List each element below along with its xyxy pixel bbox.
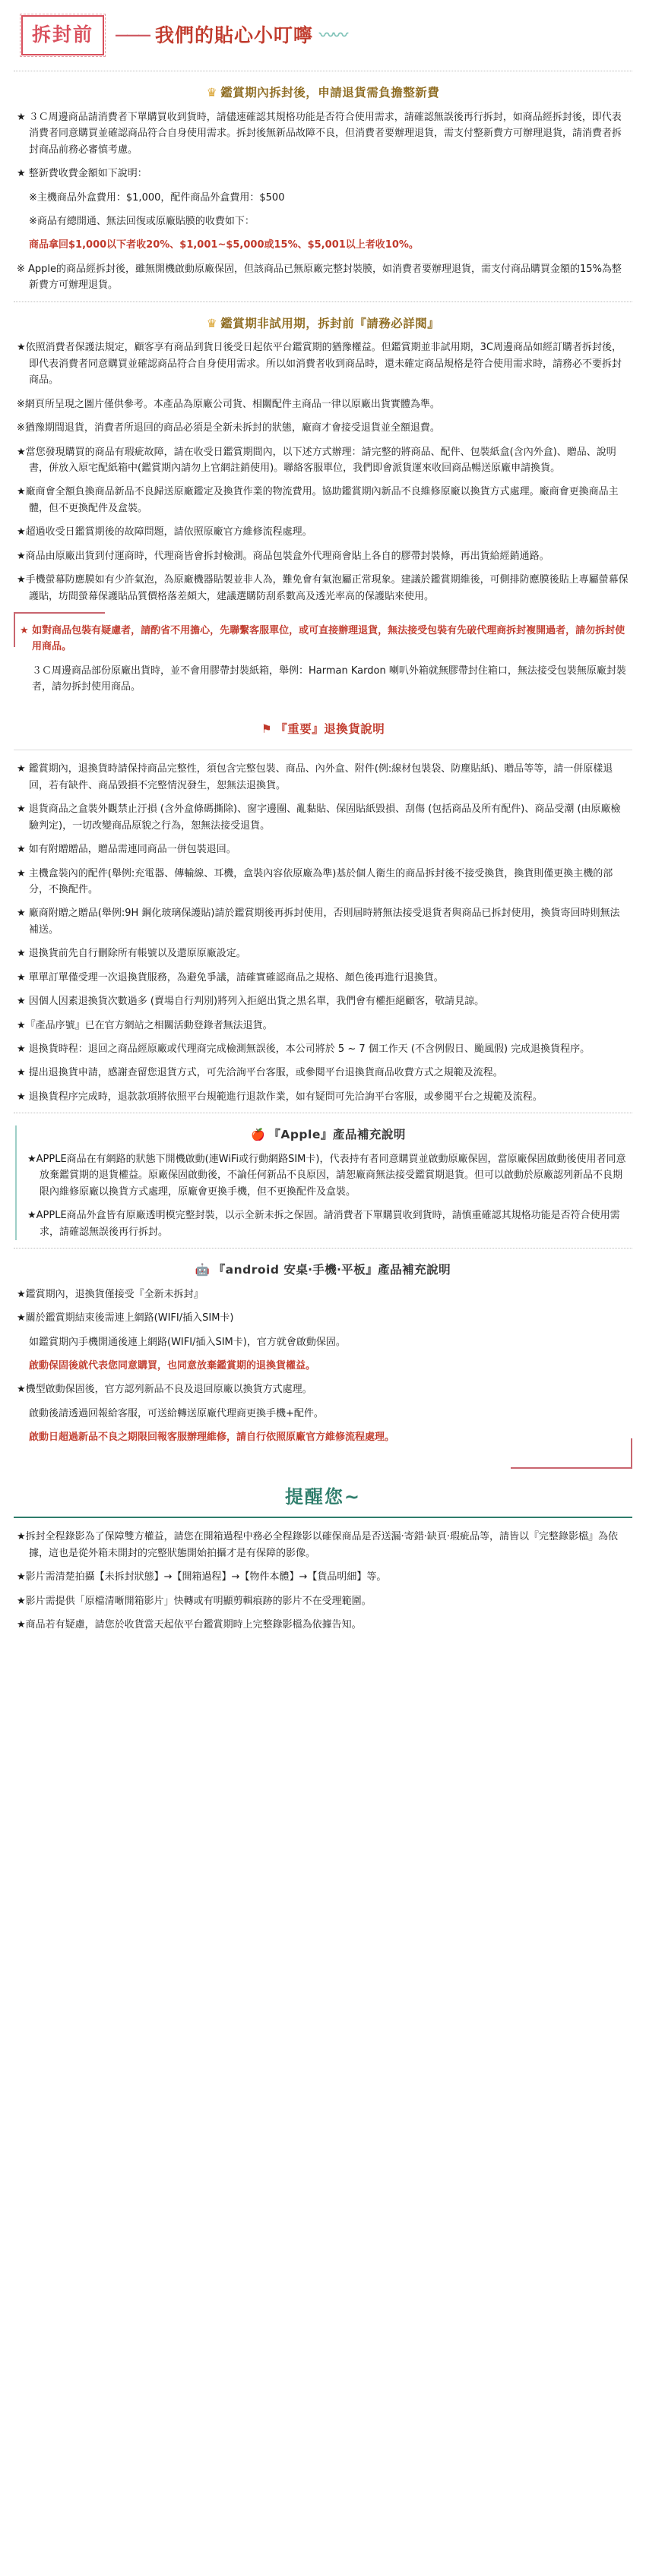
crown-icon: ♛	[206, 316, 218, 330]
paragraph: ※主機商品外盒費用：$1,000，配件商品外盒費用：$500	[29, 191, 285, 204]
paragraph: ★ 退換貨時程：退回之商品經原廠或代理商完成檢測無誤後，本公司將於 5 ~ 7 個工作天 (不含例假日、颱風假) 完成退換貨程序。	[17, 1043, 591, 1055]
footer-title: 提醒您~	[284, 1485, 362, 1507]
paragraph: ★依照消費者保護法規定，顧客享有商品到貨日後受日起依平台鑑賞期的猶豫權益。但鑑賞期並非試用期，3C周邊商品如經訂購者拆封後，即代表消費者同意購買並確認商品符合自身使用需求。所以如消費者收到商品時，還未確定商品規格是符合使用需求時，請務必不要拆封商品。	[17, 342, 622, 387]
paragraph: 如鑑賞期內手機開通後連上網路(WIFI/插入SIM卡)，官方就會啟動保固。	[29, 1336, 346, 1348]
paragraph: ★ 如有附贈贈品，贈品需連同商品一併包裝退回。	[17, 844, 236, 856]
paragraph: ★APPLE商品外盒皆有原廠透明模完整封裝，以示全新未拆之保固。請消費者下單購買收到貨時，請慎重確認其規格功能是否符合使用需求，請確認無誤後再行拆封。	[27, 1210, 620, 1238]
crown-icon: ♛	[206, 86, 218, 100]
paragraph-highlight: 商品拿回$1,000以下者收20%、$1,001~$5,000或15%、$5,001以上者收10%。	[29, 239, 419, 251]
paragraph: ★商品由原廠出貨到付運商時，代理商皆會拆封檢測。商品包裝盒外代理商會貼上各自的膠帶封裝條，再出貨給經銷通路。	[17, 550, 549, 562]
divider	[14, 1248, 632, 1249]
section-body-inspection-fee	[14, 109, 632, 294]
paragraph: ★ ３Ｃ周邊商品請消費者下單購買收到貨時，請儘速確認其規格功能是否符合使用需求，請確認無誤後再行拆封，如商品經拆封後，即代表消費者同意購買並確認商品符合自身使用需求。拆封後無新品故障不良，但消費者要辦理退貨，需支付整新費方可辦理退貨，請消費者拆封商品前務必審慎考慮。	[17, 111, 622, 156]
paragraph: ★手機螢幕防應膜如有少許氣泡，為原廠機器貼製並非人為，難免會有氣泡屬正常現象。建議於鑑賞期維後，可側排防應膜後貼上專屬螢幕保護貼，坊間螢幕保護貼品質價格落差頗大，建議選購防刮系數高及透光率高的保護貼來使用。	[17, 574, 629, 602]
paragraph: ★ 因個人因素退換貨次數過多 (賣場自行判別)將列入拒絕出貨之黑名單，我們會有權拒絕顧客，敬請見諒。	[17, 996, 485, 1008]
section-return-handling	[14, 612, 632, 708]
section-body-android	[14, 1286, 632, 1446]
paragraph-highlight: 啟動日超過新品不良之期限回報客服辦理維修，請自行依照原廠官方維修流程處理。	[29, 1432, 395, 1444]
paragraph: ★關於鑑賞期結束後需連上網路(WIFI/插入SIM卡)	[17, 1312, 234, 1324]
paragraph-highlight: ★拆封全程錄影為了保障雙方權益，請您在開箱過程中務必全程錄影以確保商品是否送漏‧寄錯‧缺頁‧瑕疵品等，請皆以『完整錄影檔』為依據，這也是從外箱未開封的完整狀態開始拍攝才是有保障的影像。	[17, 1531, 619, 1559]
paragraph: ※ Apple的商品經拆封後，雖無開機啟動原廠保固，但該商品已無原廠完整封裝膜，如消費者要辦理退貨，需支付商品購買金額的15%為整新費方可辦理退貨。	[17, 263, 622, 292]
paragraph: ★影片需清楚拍攝【未拆封狀態】→【開箱過程】→【物件本體】→【貨品明細】等。	[17, 1571, 387, 1583]
apple-icon: 🍎	[251, 1128, 266, 1142]
paragraph: ※猶豫期間退貨，消費者所退回的商品必須是全新未拆封的狀態，廠商才會接受退貨並全額退費。	[17, 422, 440, 434]
paragraph: ★『產品序號』已在官方網站之相關活動登錄者無法退貨。	[17, 1019, 273, 1031]
paragraph: ★當您發現購買的商品有瑕疵故障，請在收受日鑑賞期間內，以下述方式辦理：請完整的將商品、配件、包裝紙盒(含內外盒)、贈品、說明書，併放入原宅配紙箱中(鑑賞期內請勿上官網註銷使用)。聯絡客服單位，我們即會派貨運來收回商品暢送原廠申請換貨。	[17, 446, 616, 474]
paragraph: ★ 主機盒裝內的配件(舉例:充電器、傳輸線、耳機，盒裝內容依原廠為準)基於個人衛生的商品拆封後不接受換貨，換貨則僅更換主機的部分，不換配件。	[17, 867, 613, 895]
paragraph: ★商品若有疑慮，請您於收貨當天起依平台鑑賞期時上完整錄影檔為依據告知。	[17, 1619, 362, 1631]
section-title-important-return: ⚑ 『重要』退換貨說明	[261, 721, 385, 736]
paragraph: ※商品有總開通、無法回復或原廠貼膜的收費如下：	[29, 216, 255, 227]
page-header	[14, 11, 632, 63]
paragraph: ★ 退換貨程序完成時，退款款項將依照平台規範進行退款作業，如有疑問可先洽詢平台客服，或參閱平台之規範及流程。	[17, 1091, 543, 1103]
section-body-important-return	[14, 761, 632, 1105]
paragraph: ★廠商會全額負換商品新品不良歸送原廠鑑定及換貨作業的物流費用。協助鑑賞期內新品不良維修原廠以換貨方式處理。廠商會更換商品主體，但不更換配件及盒裝。	[17, 486, 619, 514]
stamp-badge: 拆封前	[21, 15, 104, 55]
section-apple-supplement	[14, 1125, 632, 1240]
paragraph: ★ 退貨商品之盒裝外觀禁止汙損 (含外盒條碼撕除)、窗字邊圈、亂黏貼、保固貼紙毀損、刮傷 (包括商品及所有配件)、商品受潮 (由原廠檢驗判定)，一切改變商品原貌之行為，恕無法接受退貨。	[17, 803, 621, 832]
paragraph: ★ 整新費收費金額如下說明：	[17, 168, 147, 180]
page-title	[115, 20, 347, 51]
paragraph: 啟動後請透過回報給客服，可送給轉送原廠代理商更換手機+配件。	[29, 1407, 324, 1419]
paragraph: ３Ｃ周邊商品部份原廠出貨時，並不會用膠帶封裝紙箱，舉例：Harman Kardon 喇叭外箱就無膠帶封住箱口，無法接受包裝無原廠封裝者，請勿拆封使用商品。	[32, 665, 626, 693]
divider	[14, 301, 632, 302]
section-title-apple: 🍎 『Apple』產品補充說明	[251, 1128, 406, 1142]
paragraph: ★APPLE商品在有網路的狀態下開機啟動(連WiFi或行動網路SIM卡)，代表持有者同意購買並啟動原廠保固，當原廠保固啟動後使用者同意放棄鑑賞期的退貨權益。原廠保固啟動後，不論任何新品不良原因，請恕廠商無法接受鑑賞期退貨。但可以啟動於原廠認列新品不良期限內維修原廠以換貨方式處理，原廠會更換手機，但不更換配件及盒裝。	[27, 1153, 626, 1198]
android-icon: 🤖	[195, 1263, 211, 1277]
section-title-android: 🤖 『android 安桌‧手機‧平板』產品補充說明	[195, 1263, 451, 1277]
paragraph: ★ 退換貨前先自行刪除所有帳號以及還原原廠設定。	[17, 948, 246, 960]
divider	[14, 1517, 632, 1518]
paragraph: ★影片需提供「原檔清晰開箱影片」快轉或有明顯剪輯痕跡的影片不在受理範圍。	[17, 1595, 372, 1607]
section-title-inspection-period: ♛ 鑑賞期非試用期，拆封前『請務必詳閱』	[206, 316, 440, 330]
paragraph: ★ 單單訂單僅受理一次退換貨服務，為避免爭議，請確實確認商品之規格、顏色後再進行退換貨。	[17, 971, 444, 983]
paragraph: ★機型啟動保固後，官方認列新品不良及退回原廠以換貨方式處理。	[17, 1384, 312, 1396]
paragraph: ★ 鑑賞期內，退換貨時請保持商品完整性，須包含完整包裝、商品、內外盒、附件(例:線材包裝袋、防塵貼紙)、贈品等等，請一併原樣退回，若有缺件、商品毀損不完整情況發生，恕無法退換貨。	[17, 763, 613, 791]
section-title-inspection-fee: ♛ 鑑賞期內拆封後，申請退貨需負擔整新費	[206, 86, 440, 100]
paragraph: ★鑑賞期內，退換貨僅接受『全新未拆封』	[17, 1288, 204, 1300]
paragraph: ★ 提出退換貨申請，感謝查留您退貨方式，可先洽詢平台客服，或參閱平台退換貨商品收費方式之規範及流程。	[17, 1067, 503, 1079]
footer-body	[14, 1529, 632, 1633]
paragraph-highlight: 啟動保固後就代表您同意購買，也同意放棄鑑賞期的退換貨權益。	[29, 1359, 316, 1372]
decor-squiggle-right: 〰〰	[319, 26, 347, 45]
warning-icon: ⚑	[261, 721, 273, 736]
decor-line-left: ———	[115, 27, 150, 43]
paragraph: ★ 廠商附贈之贈品(舉例:9H 鋼化玻璃保護貼)請於鑑賞期後再拆封使用，否則屆時將無法接受退貨者與商品已拆封使用，換貨寄回時則無法補送。	[17, 908, 620, 936]
page-title-text: 我們的貼心小叮嚀	[155, 24, 314, 46]
paragraph-highlight: ★ 如對商品包裝有疑慮者，請酌省不用擔心，先聯繫客服單位，或可直接辦理退貨，無法接受包裝有先破代理商拆封複開過者，請勿拆封使用商品。	[20, 625, 625, 653]
paragraph: ※網頁所呈現之圖片僅供參考。本產品為原廠公司貨、相關配件主商品一律以原廠出貨實體為準。	[17, 398, 440, 410]
paragraph: ★超過收受日鑑賞期後的故障問題，請依照原廠官方維修流程處理。	[17, 526, 312, 538]
section-body-inspection-period	[14, 339, 632, 605]
decor-corner-bottom	[14, 1454, 632, 1469]
